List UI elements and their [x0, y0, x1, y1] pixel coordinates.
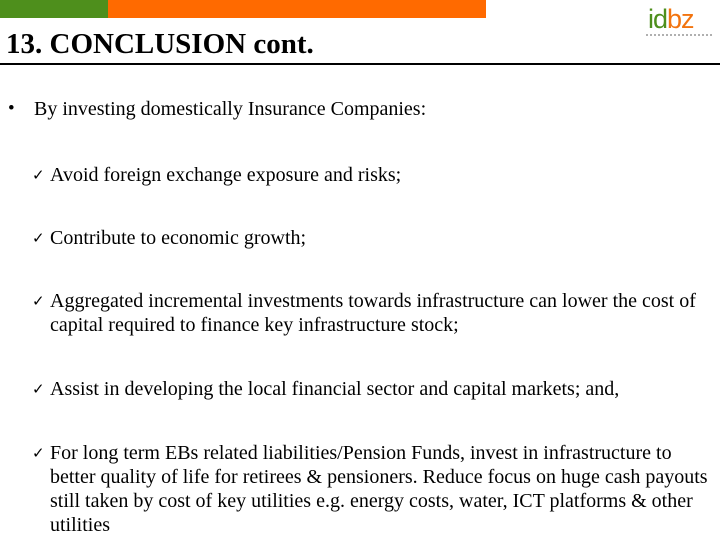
- checkmark-icon: ✓: [32, 444, 45, 462]
- logo-tagline: [646, 34, 712, 39]
- logo-text-green: id: [648, 4, 668, 34]
- list-item: [32, 441, 717, 537]
- list-item-text: Contribute to economic growth;: [50, 227, 307, 249]
- logo-wordmark: [648, 5, 694, 33]
- slide-title: 13. CONCLUSION cont.: [6, 28, 314, 60]
- list-item: [32, 163, 717, 187]
- logo-text-orange: bz: [667, 4, 694, 34]
- list-item-text: Avoid foreign exchange exposure and risks;: [50, 164, 402, 186]
- list-item-text: Assist in developing the local financial sector and capital markets; and,: [50, 378, 620, 400]
- checkmark-icon: ✓: [32, 229, 45, 247]
- bullet-icon: •: [8, 98, 15, 119]
- title-divider: [0, 63, 720, 65]
- main-bullet-text: By investing domestically Insurance Companies:: [34, 98, 427, 120]
- header-accent-bar-green: [0, 0, 108, 18]
- header-accent-bar-orange: [108, 0, 486, 18]
- checkmark-icon: ✓: [32, 166, 45, 184]
- list-item-text: Aggregated incremental investments towards infrastructure can lower the cost of capital required to finance key infrastructure stock;: [50, 290, 696, 336]
- list-item: [32, 289, 717, 337]
- idbz-logo: [612, 3, 720, 43]
- checkmark-icon: ✓: [32, 292, 45, 310]
- list-item: [32, 226, 717, 250]
- checkmark-icon: ✓: [32, 380, 45, 398]
- list-item: [32, 377, 717, 401]
- list-item-text: For long term EBs related liabilities/Pension Funds, invest in infrastructure to better quality of life for retirees & pensioners. Reduce focus on huge cash payouts still taken by cost of key utilities e.g. energy costs, water, ICT platforms & other utilities: [50, 442, 708, 536]
